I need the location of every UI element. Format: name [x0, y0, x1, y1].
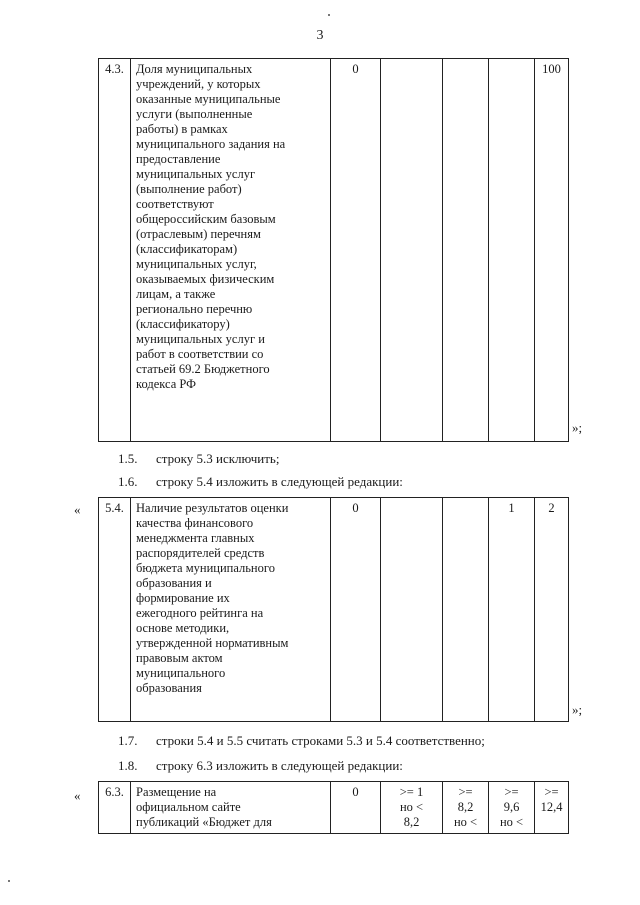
- description-line: Размещение на: [136, 785, 217, 799]
- value-cell: [381, 498, 443, 722]
- description-line: муниципального задания на: [136, 137, 286, 151]
- value-line: но <: [453, 815, 478, 829]
- description-line: оказанные муниципальные: [136, 92, 281, 106]
- description-line: (классификаторам): [136, 242, 238, 256]
- page-number: 3: [316, 28, 324, 43]
- paragraph-text: строку 5.3 исключить;: [156, 451, 280, 466]
- description-line: муниципального: [136, 666, 226, 680]
- value-cell: 100: [535, 59, 569, 442]
- value-line: 9,6: [503, 800, 520, 814]
- paragraph-number: 1.8.: [118, 758, 138, 773]
- closing-quote: »;: [572, 702, 583, 717]
- value-cell: 2: [535, 498, 569, 722]
- paragraph-1-7: [118, 733, 485, 749]
- description-line: ежегодного рейтинга на: [136, 606, 264, 620]
- value-cell: [489, 782, 535, 834]
- value-cell: [331, 782, 381, 834]
- value-line: >= 1: [399, 785, 424, 799]
- row-number: 4.3.: [99, 59, 131, 442]
- value-cell: [381, 782, 443, 834]
- description-line: утвержденной нормативным: [136, 636, 289, 650]
- scan-speck: [328, 14, 330, 16]
- paragraph-number: 1.6.: [118, 474, 138, 489]
- value-line: >=: [458, 785, 473, 799]
- value-line: 0: [352, 785, 359, 799]
- value-cell: 1: [489, 498, 535, 722]
- description-line: регионально перечню: [136, 302, 253, 316]
- description-line: работ в соответствии со: [136, 347, 264, 361]
- paragraph-text: строку 5.4 изложить в следующей редакции:: [156, 474, 403, 489]
- description-line: муниципальных услуг: [136, 167, 256, 181]
- row-description: [131, 498, 331, 722]
- value-cell: [535, 782, 569, 834]
- value-line: 8,2: [403, 815, 420, 829]
- description-line: формирование их: [136, 591, 230, 605]
- description-line: публикаций «Бюджет для: [136, 815, 272, 829]
- paragraph-text: строки 5.4 и 5.5 считать строками 5.3 и 5.4 соответственно;: [156, 733, 485, 748]
- row-number: 5.4.: [99, 498, 131, 722]
- value-cell: 0: [331, 498, 381, 722]
- paragraph-1-6: [118, 474, 403, 490]
- description-line: распорядителей средств: [136, 546, 265, 560]
- closing-quote: »;: [572, 420, 583, 435]
- paragraph-text: строку 6.3 изложить в следующей редакции:: [156, 758, 403, 773]
- value-line: но <: [399, 800, 424, 814]
- description-line: качества финансового: [136, 516, 254, 530]
- row-description: [131, 782, 331, 834]
- value-line: >=: [544, 785, 559, 799]
- description-line: учреждений, у которых: [136, 77, 261, 91]
- description-line: кодекса РФ: [136, 377, 196, 391]
- description-line: соответствуют: [136, 197, 214, 211]
- value-cell: [443, 782, 489, 834]
- value-line: >=: [504, 785, 519, 799]
- opening-quote: «: [74, 788, 81, 803]
- paragraph-1-5: [118, 451, 279, 467]
- description-line: лицам, а также: [136, 287, 216, 301]
- description-line: основе методики,: [136, 621, 230, 635]
- description-line: правовым актом: [136, 651, 223, 665]
- description-line: муниципальных услуг и: [136, 332, 265, 346]
- description-line: муниципальных услуг,: [136, 257, 257, 271]
- table-row-5-4: [98, 497, 569, 722]
- row-number: 6.3.: [99, 782, 131, 834]
- opening-quote: «: [74, 502, 81, 517]
- value-cell: [443, 59, 489, 442]
- description-line: услуги (выполненные: [136, 107, 253, 121]
- description-line: Наличие результатов оценки: [136, 501, 289, 515]
- value-cell: [381, 59, 443, 442]
- value-cell: [443, 498, 489, 722]
- description-line: (отраслевым) перечням: [136, 227, 261, 241]
- value-cell: 0: [331, 59, 381, 442]
- description-line: образования и: [136, 576, 212, 590]
- paragraph-1-8: [118, 758, 403, 774]
- description-line: предоставление: [136, 152, 221, 166]
- description-line: официальном сайте: [136, 800, 241, 814]
- paragraph-number: 1.7.: [118, 733, 138, 748]
- paragraph-number: 1.5.: [118, 451, 138, 466]
- description-line: работы) в рамках: [136, 122, 228, 136]
- description-line: оказываемых физическим: [136, 272, 275, 286]
- value-cell: [489, 59, 535, 442]
- description-line: Доля муниципальных: [136, 62, 253, 76]
- description-line: образования: [136, 681, 202, 695]
- row-description: [131, 59, 331, 442]
- scan-speck: [8, 880, 10, 882]
- description-line: (классификатору): [136, 317, 230, 331]
- description-line: статьей 69.2 Бюджетного: [136, 362, 270, 376]
- value-line: 12,4: [540, 800, 563, 814]
- description-line: (выполнение работ): [136, 182, 242, 196]
- table-row-4-3: [98, 58, 569, 442]
- description-line: менеджмента главных: [136, 531, 255, 545]
- value-line: 8,2: [457, 800, 474, 814]
- description-line: общероссийским базовым: [136, 212, 276, 226]
- value-line: но <: [499, 815, 524, 829]
- description-line: бюджета муниципального: [136, 561, 275, 575]
- table-row-6-3: [98, 781, 569, 834]
